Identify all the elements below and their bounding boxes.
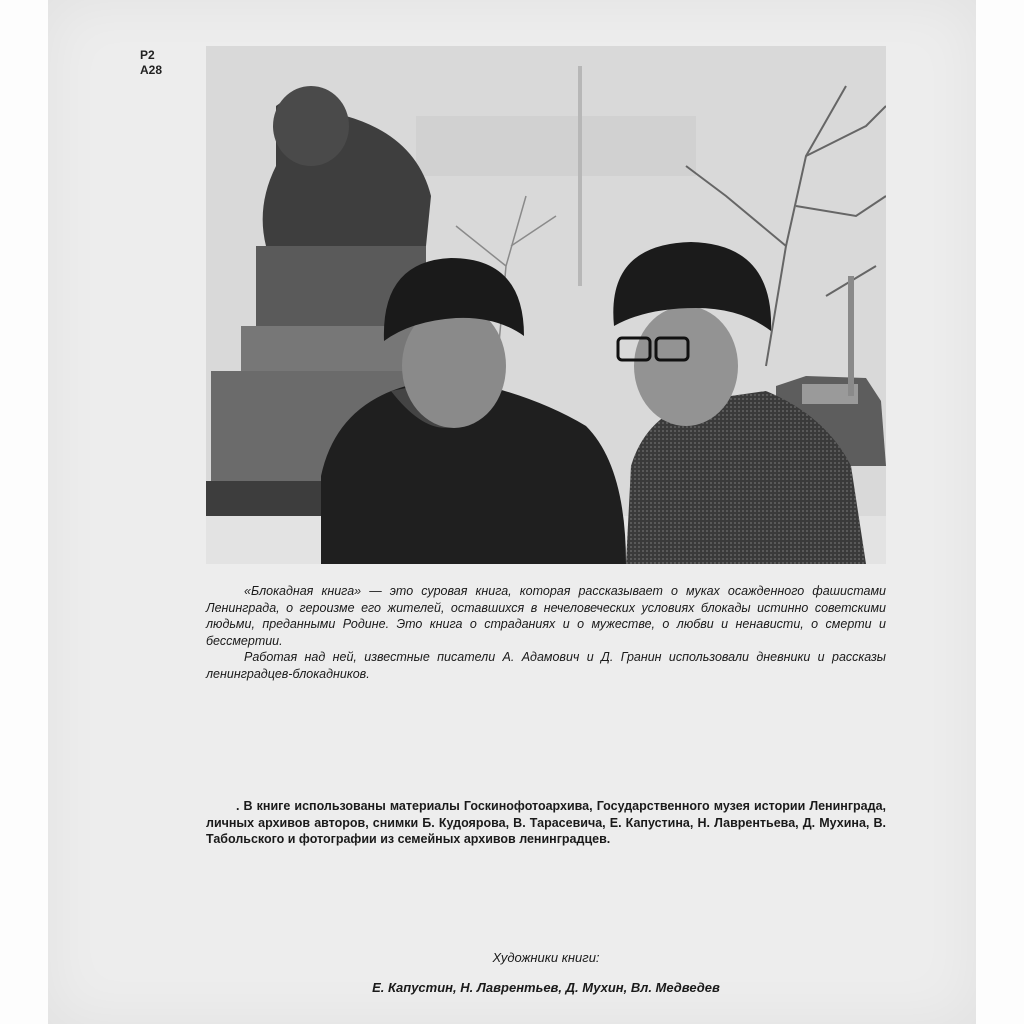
- author-photo: [206, 46, 886, 564]
- library-classmark: [140, 48, 162, 78]
- caption-paragraph-1: «Блокадная книга» — это суровая книга, которая рассказывает о муках осажденного фашистами Ленинграда, о героизме его жителей, оставшихся в нечеловеческих условиях блокады истинно советскими людьми, преданными Родине. Это книга о страданиях и о мужестве, о любви и ненависти, о смерти и бессмертии.: [206, 584, 886, 648]
- artists-names: Е. Капустин, Н. Лаврентьев, Д. Мухин, Вл. Медведев: [372, 980, 720, 995]
- photo-caption: [206, 583, 886, 682]
- photo-two-men-in-fur-hats-icon: [206, 46, 886, 564]
- caption-paragraph-2: Работая над ней, известные писатели А. Адамович и Д. Гранин использовали дневники и рассказы ленинградцев-блокадников.: [206, 650, 886, 681]
- artists-heading: Художники книги:: [492, 950, 600, 965]
- classmark-line-1: Р2: [140, 48, 155, 62]
- classmark-line-2: А28: [140, 63, 163, 77]
- credits-text: . В книге использованы материалы Госкинофотоархива, Государственного музея истории Ленинграда, личных архивов авторов, снимки Б. Кудоярова, В. Тарасевича, Е. Капустина, Н. Лаврентьева, Д. Мухина, В. Табольского и фотографии из семейных архивов ленинградцев.: [206, 799, 886, 846]
- image-credits: [206, 798, 886, 848]
